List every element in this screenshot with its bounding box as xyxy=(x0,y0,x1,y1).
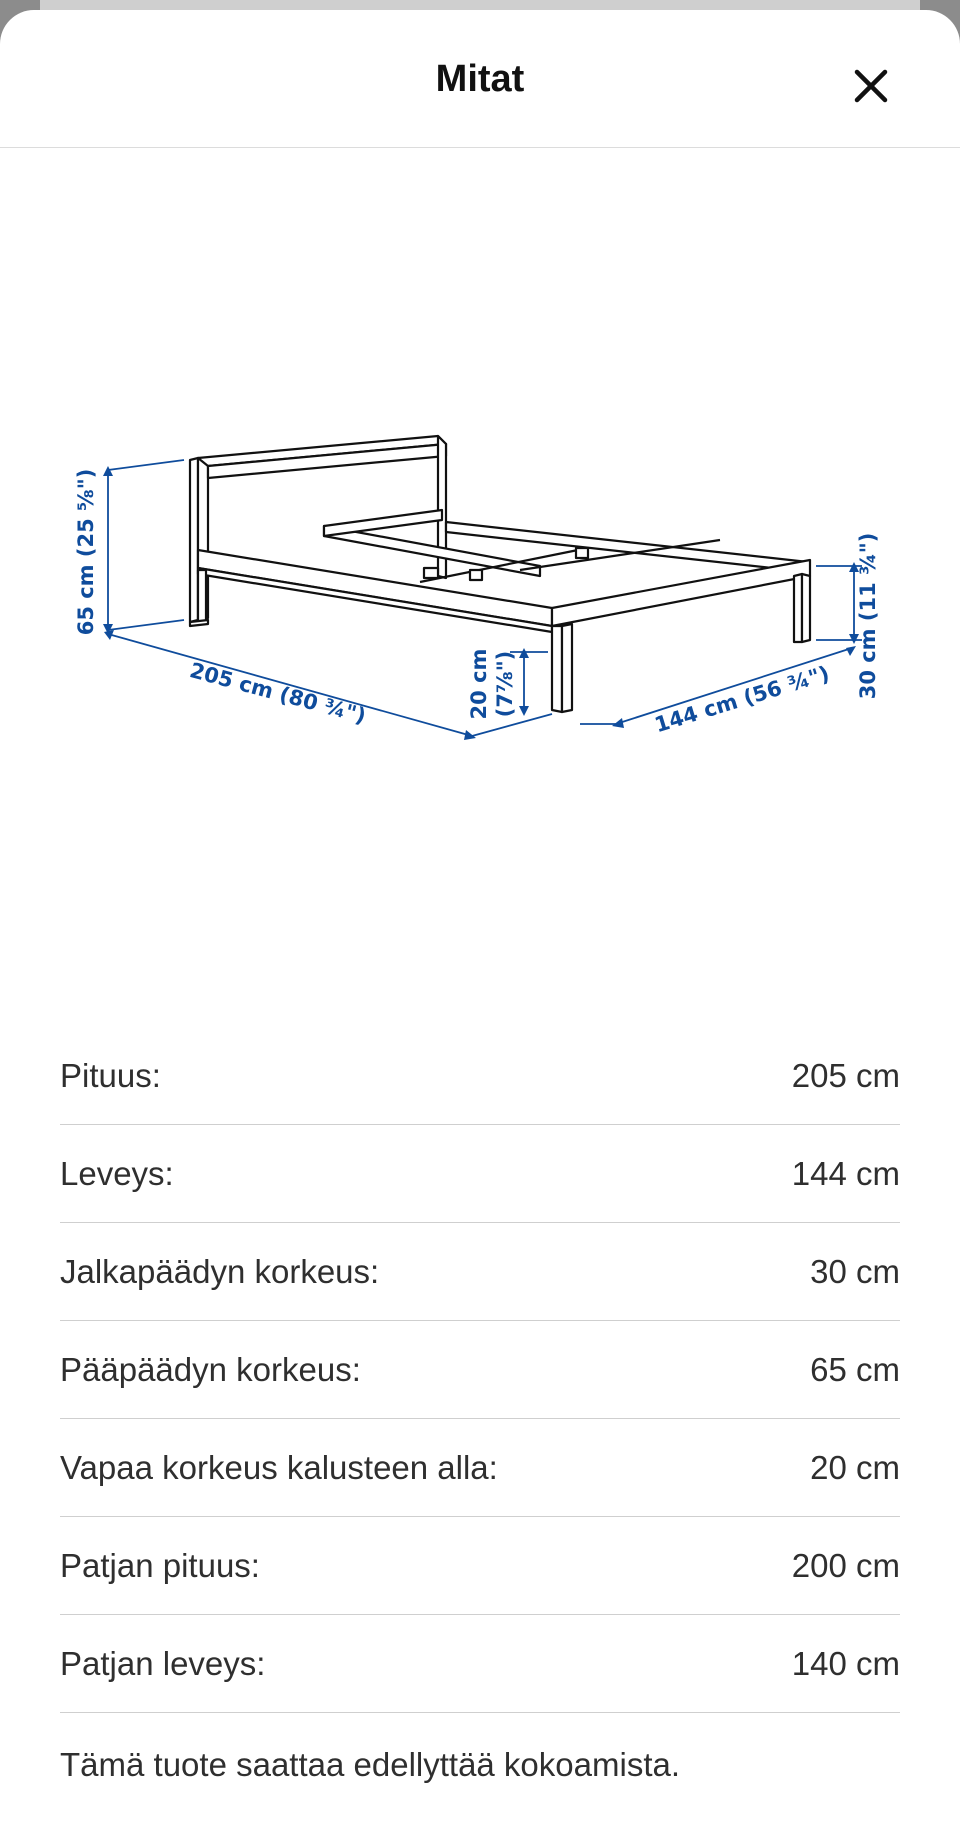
spec-value: 65 cm xyxy=(810,1351,900,1388)
bed-illustration xyxy=(0,430,960,750)
spec-value: 200 cm xyxy=(791,1547,900,1584)
spec-label: Patjan pituus: xyxy=(60,1547,260,1584)
page-title: Mitat xyxy=(435,58,525,100)
sheet-header xyxy=(0,10,960,148)
length-label: 205 cm (80 ¾") xyxy=(187,658,369,729)
width-label: 144 cm (56 ¾") xyxy=(651,661,833,738)
clearance-in-label: (7⅞") xyxy=(493,650,517,718)
spec-value: 205 cm xyxy=(791,1057,900,1094)
spec-row-headboard-height xyxy=(60,1321,900,1419)
clearance-cm-label: 20 cm xyxy=(467,648,491,720)
spec-value: 30 cm xyxy=(810,1253,900,1290)
spec-label: Pääpäädyn korkeus: xyxy=(60,1351,361,1388)
spec-value: 140 cm xyxy=(791,1645,900,1682)
spec-label: Patjan leveys: xyxy=(60,1645,266,1682)
spec-row-footboard-height xyxy=(60,1223,900,1321)
spec-row-mattress-length xyxy=(60,1517,900,1615)
spec-row-width xyxy=(60,1125,900,1223)
footboard-height-label: 30 cm (11 ¾") xyxy=(856,532,880,700)
close-button[interactable] xyxy=(845,60,897,112)
spec-label: Pituus: xyxy=(60,1057,161,1094)
spec-value: 20 cm xyxy=(810,1449,900,1486)
spec-row-length xyxy=(60,1027,900,1125)
headboard-height-label: 65 cm (25 ⅝") xyxy=(74,468,98,636)
dimensions-table xyxy=(60,1027,900,1713)
spec-value: 144 cm xyxy=(791,1155,900,1192)
assembly-note: Tämä tuote saattaa edellyttää kokoamista. xyxy=(60,1746,681,1783)
bed-dimension-diagram xyxy=(0,430,960,750)
spec-row-clearance xyxy=(60,1419,900,1517)
close-icon xyxy=(845,60,897,112)
spec-label: Leveys: xyxy=(60,1155,174,1192)
spec-row-mattress-width xyxy=(60,1615,900,1713)
dimensions-sheet xyxy=(0,10,960,1827)
spec-label: Vapaa korkeus kalusteen alla: xyxy=(60,1449,498,1486)
spec-label: Jalkapäädyn korkeus: xyxy=(60,1253,380,1290)
